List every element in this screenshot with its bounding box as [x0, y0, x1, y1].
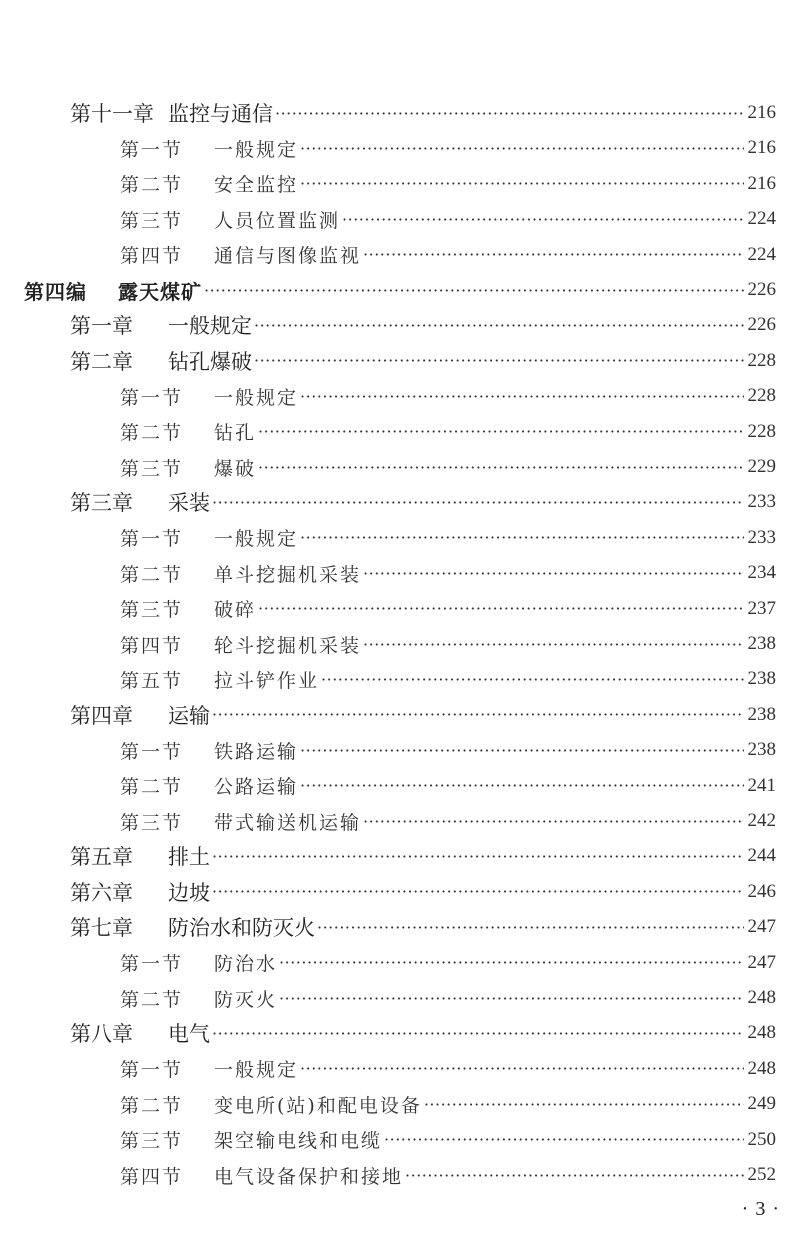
toc-entry-title: 带式输送机运输: [214, 811, 362, 834]
dot-leader: [254, 351, 744, 370]
toc-section-row: [120, 662, 776, 696]
toc-entry-number: 第三节: [120, 1130, 184, 1153]
toc-entry-number: 第三节: [120, 599, 184, 622]
toc-section-row: [120, 415, 776, 449]
toc-entry-number: 第一节: [120, 1059, 184, 1082]
toc-entry-page: 226: [747, 279, 776, 300]
toc-entry-title: 电气设备保护和接地: [214, 1165, 404, 1188]
toc-entry-page: 247: [747, 916, 776, 938]
toc-entry-number: 第四节: [120, 634, 184, 657]
dot-leader: [279, 953, 743, 972]
dot-leader: [321, 670, 743, 689]
toc-entry-number: 第四节: [120, 245, 184, 268]
toc-section-row: [120, 981, 776, 1015]
toc-section-row: [120, 521, 776, 555]
toc-entry-page: 248: [747, 1057, 776, 1079]
toc-entry-page: 250: [747, 1128, 776, 1150]
toc-entry-title: 边坡: [168, 880, 210, 905]
toc-entry-page: 228: [747, 349, 776, 371]
toc-entry-number: 第一节: [120, 953, 184, 976]
toc-entry-title: 单斗挖掘机采装: [214, 563, 362, 586]
toc-chapter-row: [70, 1016, 776, 1050]
toc-section-row: [120, 1087, 776, 1121]
dot-leader: [363, 812, 743, 831]
dot-leader: [258, 599, 743, 618]
toc-entry-page: 237: [747, 597, 776, 619]
toc-entry-page: 248: [747, 987, 776, 1008]
toc-entry-title: 监控与通信: [168, 102, 273, 126]
toc-entry-page: 216: [747, 137, 776, 159]
dot-leader: [342, 210, 743, 229]
toc-entry-title: 电气: [168, 1022, 210, 1047]
dot-leader: [258, 422, 743, 441]
dot-leader: [300, 174, 743, 193]
toc-entry-title: 一般规定: [214, 386, 299, 409]
toc-entry-number: 第二节: [120, 776, 184, 799]
toc-section-row: [120, 131, 776, 165]
toc-entry-page: 244: [747, 845, 776, 867]
toc-entry-page: 226: [747, 314, 776, 336]
toc-entry-title: 钻孔爆破: [168, 349, 252, 374]
toc-entry-number: 第二节: [120, 563, 184, 586]
toc-entry-page: 224: [747, 243, 776, 265]
toc-entry-title: 一般规定: [214, 1059, 299, 1082]
dot-leader: [424, 1095, 744, 1114]
toc-section-row: [120, 556, 776, 590]
toc-section-row: [120, 804, 776, 838]
toc-entry-page: 249: [747, 1093, 776, 1115]
toc-entry-page: 216: [747, 172, 776, 194]
toc-entry-title: 一般规定: [214, 138, 299, 161]
toc-entry-number: 第一节: [120, 528, 184, 551]
toc-entry-title: 破碎: [214, 599, 257, 622]
toc-section-row: [120, 733, 776, 767]
toc-entry-page: 246: [747, 880, 776, 902]
toc-entry-title: 通信与图像监视: [214, 245, 362, 268]
dot-leader: [363, 245, 743, 264]
toc-section-row: [120, 202, 776, 236]
toc-entry-page: 252: [747, 1164, 776, 1185]
toc-entry-page: 233: [747, 526, 776, 548]
toc-entry-page: 241: [747, 774, 776, 796]
toc-entry-title: 防治水: [214, 953, 278, 976]
toc-entry-title: 露天煤矿: [118, 279, 202, 304]
toc-entry-number: 第一节: [120, 386, 184, 409]
dot-leader: [317, 918, 744, 937]
toc-entry-number: 第二节: [120, 174, 184, 197]
toc-entry-page: 238: [747, 668, 776, 690]
toc-entry-title: 变电所(站)和配电设备: [214, 1094, 422, 1117]
dot-leader: [300, 1059, 743, 1078]
toc-entry-title: 轮斗挖掘机采装: [214, 634, 362, 657]
toc-entry-number: 第七章: [70, 916, 133, 941]
dot-leader: [363, 564, 743, 583]
toc-entry-number: 第六章: [70, 880, 133, 905]
toc-chapter-row: [70, 875, 776, 909]
toc-entry-title: 排土: [168, 845, 210, 870]
page-number: · 3 ·: [741, 1198, 780, 1220]
toc-entry-number: 第五节: [120, 669, 184, 692]
dot-leader: [279, 989, 743, 1008]
toc-entry-title: 人员位置监测: [214, 209, 341, 232]
toc-entry-page: 248: [747, 1022, 776, 1044]
dot-leader: [212, 1024, 744, 1043]
toc-part-row: [24, 273, 776, 307]
toc-entry-number: 第一节: [120, 138, 184, 161]
toc-entry-page: 242: [747, 810, 776, 831]
toc-entry-number: 第三节: [120, 457, 184, 480]
toc-entry-page: 238: [747, 739, 776, 761]
dot-leader: [300, 528, 743, 547]
toc-entry-page: 216: [747, 102, 776, 123]
dot-leader: [254, 316, 744, 335]
toc-section-row: [120, 1158, 776, 1192]
toc-chapter-row: [70, 698, 776, 732]
toc-chapter-row: [70, 344, 776, 378]
toc-section-row: [120, 1052, 776, 1086]
toc-entry-number: 第一章: [70, 314, 133, 339]
toc-section-row: [120, 627, 776, 661]
toc-entry-title: 防灭火: [214, 988, 278, 1011]
toc-entry-title: 拉斗铲作业: [214, 669, 320, 692]
toc-entry-number: 第五章: [70, 845, 133, 870]
toc-section-row: [120, 167, 776, 201]
toc-entry-title: 防治水和防灭火: [168, 916, 315, 941]
toc-entry-page: 228: [747, 385, 776, 407]
toc-entry-page: 238: [747, 703, 776, 725]
toc-section-row: [120, 450, 776, 484]
dot-leader: [300, 139, 743, 158]
dot-leader: [300, 776, 743, 795]
toc-chapter-row: [70, 839, 776, 873]
toc-chapter-row: [70, 910, 776, 944]
toc-section-row: [120, 769, 776, 803]
toc-entry-number: 第四编: [24, 279, 87, 304]
toc-entry-number: 第一节: [120, 740, 184, 763]
toc-section-row: [120, 592, 776, 626]
toc-section-row: [120, 946, 776, 980]
toc-entry-title: 架空输电线和电缆: [214, 1130, 383, 1153]
toc-entry-page: 229: [747, 456, 776, 477]
toc-entry-title: 爆破: [214, 457, 257, 480]
toc-entry-title: 一般规定: [214, 528, 299, 551]
dot-leader: [384, 1130, 743, 1149]
toc-chapter-row: [70, 485, 776, 519]
toc-entry-number: 第三节: [120, 209, 184, 232]
dot-leader: [405, 1166, 743, 1185]
dot-leader: [212, 882, 744, 901]
dot-leader: [363, 635, 743, 654]
dot-leader: [300, 741, 743, 760]
toc-entry-title: 一般规定: [168, 314, 252, 339]
toc-entry-page: 234: [747, 562, 776, 584]
toc-entry-title: 铁路运输: [214, 740, 299, 763]
toc-entry-number: 第四节: [120, 1165, 184, 1188]
toc-entry-number: 第八章: [70, 1022, 133, 1047]
toc-section-row: [120, 379, 776, 413]
toc-entry-number: 第二节: [120, 422, 184, 445]
toc-entry-page: 224: [747, 208, 776, 230]
toc-entry-page: 228: [747, 420, 776, 442]
toc-entry-page: 247: [747, 951, 776, 973]
dot-leader: [212, 705, 744, 724]
dot-leader: [258, 458, 743, 477]
dot-leader: [275, 104, 744, 123]
toc-entry-number: 第三章: [70, 491, 133, 516]
toc-entry-page: 238: [747, 633, 776, 654]
toc-entry-number: 第二节: [120, 1094, 184, 1117]
toc-entry-title: 钻孔: [214, 422, 257, 445]
toc-entry-page: 233: [747, 491, 776, 513]
dot-leader: [300, 387, 743, 406]
toc-chapter-row: [70, 96, 776, 130]
dot-leader: [204, 281, 744, 300]
toc-entry-number: 第四章: [70, 703, 133, 728]
toc-entry-number: 第二章: [70, 349, 133, 374]
toc-entry-number: 第三节: [120, 811, 184, 834]
dot-leader: [212, 847, 744, 866]
toc-entry-number: 第二节: [120, 988, 184, 1011]
toc-entry-number: 第十一章: [70, 102, 154, 126]
toc-entry-title: 公路运输: [214, 776, 299, 799]
toc-entry-title: 运输: [168, 703, 210, 728]
dot-leader: [212, 493, 744, 512]
toc-section-row: [120, 1123, 776, 1157]
toc-entry-title: 采装: [168, 491, 210, 516]
toc-chapter-row: [70, 308, 776, 342]
toc-entry-title: 安全监控: [214, 174, 299, 197]
toc-section-row: [120, 238, 776, 272]
